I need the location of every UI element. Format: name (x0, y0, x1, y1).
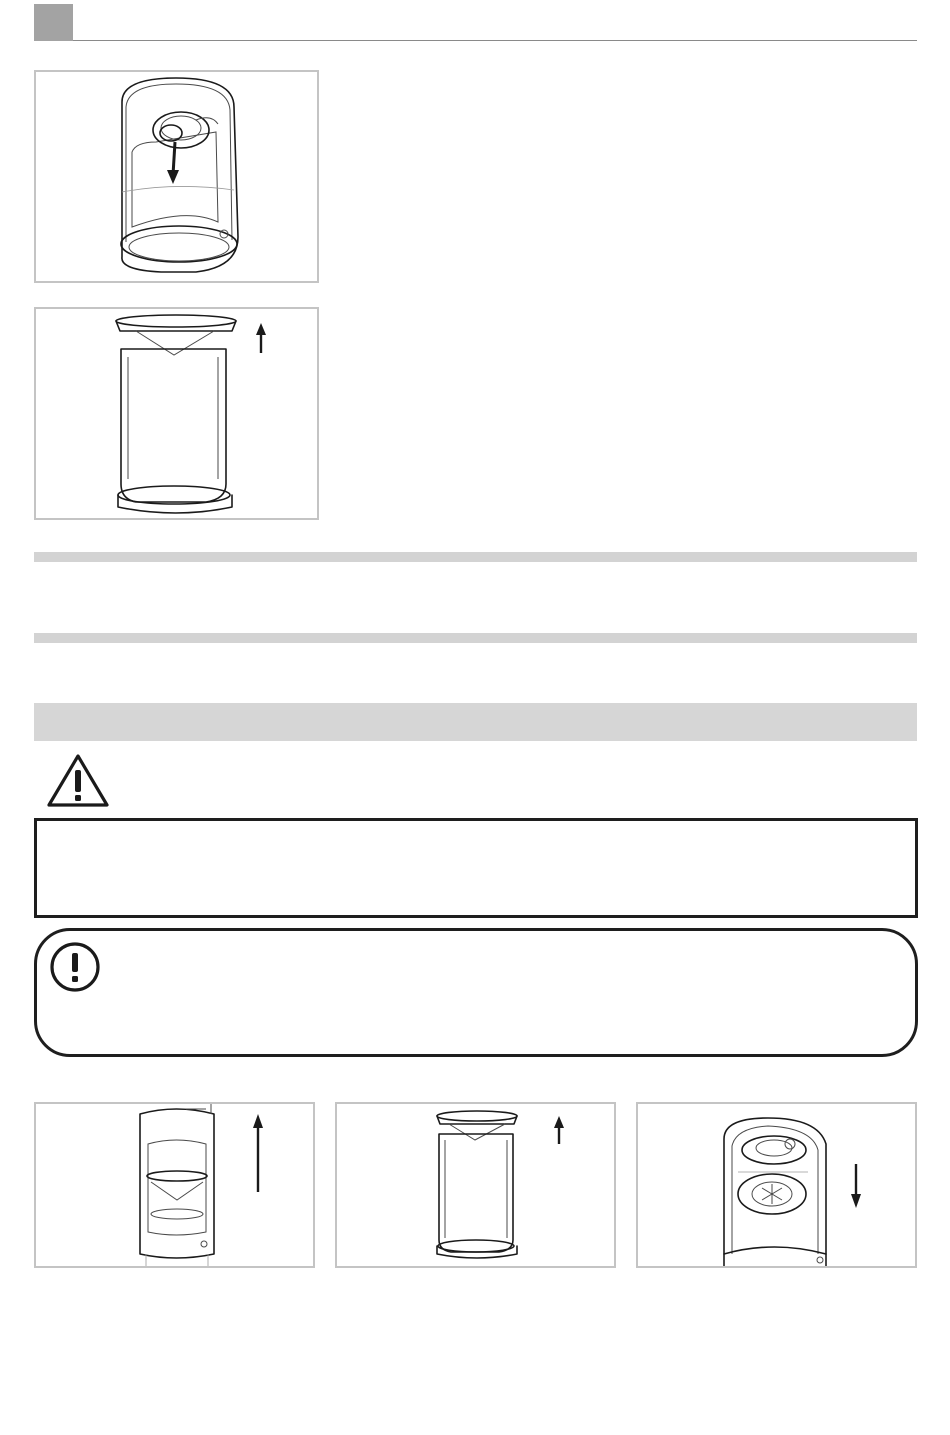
lift-sleeve-illustration (36, 1104, 315, 1268)
section-header-bar (34, 703, 917, 741)
figure-1 (34, 70, 319, 283)
section-divider-2 (34, 633, 917, 643)
section-divider-1 (34, 552, 917, 562)
figure-3 (34, 1102, 315, 1268)
page-marker-square (34, 4, 73, 41)
remove-lid-small-illustration (337, 1104, 616, 1268)
warning-box (34, 818, 918, 918)
figure-5 (636, 1102, 917, 1268)
dispenser-top-illustration (36, 72, 319, 283)
header-rule (73, 40, 917, 41)
figure-2 (34, 307, 319, 520)
warning-triangle-icon (46, 753, 110, 808)
exclamation-circle-icon (49, 941, 101, 993)
remove-lid-illustration (36, 309, 319, 520)
figure-4 (335, 1102, 616, 1268)
note-box (34, 928, 918, 1057)
insert-filter-illustration (638, 1104, 917, 1268)
